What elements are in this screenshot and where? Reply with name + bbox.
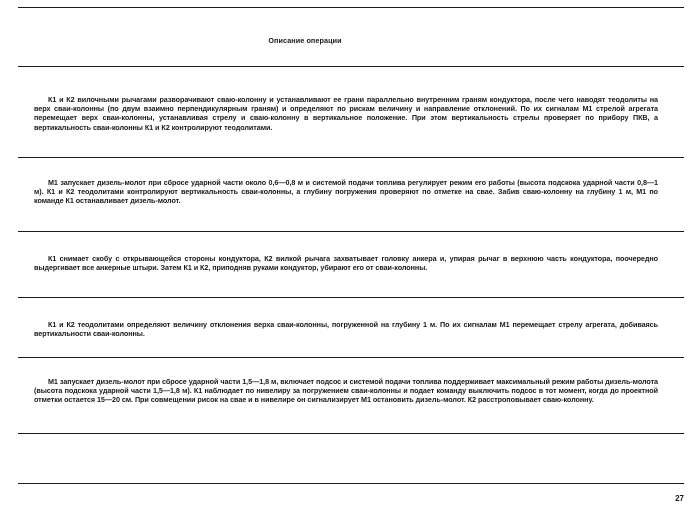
divider-2 — [18, 231, 684, 232]
divider-1 — [18, 157, 684, 158]
operation-paragraph-2: М1 запускает дизель-молот при сбросе ударной части около 0,6—0,8 м и системой подачи топлива регулирует режим его работы (высота подскока ударной части 0,8—1 м). К1 и К2 теодолитами контролируют вертикальность сваи-колонны, а глубину погружения проверяют по отметке на свае. Забив сваю-колонну на глубину 1 м, М1 по команде К1 останавливает дизель-молот. — [34, 178, 658, 206]
page-number: 27 — [675, 494, 684, 503]
operation-paragraph-4: К1 и К2 теодолитами определяют величину отклонения верха сваи-колонны, погруженной на глубину 1 м. По их сигналам М1 перемещает стрелу агрегата, добиваясь вертикальности сваи-колонны. — [34, 320, 658, 339]
operation-paragraph-5: М1 запускает дизель-молот при сбросе ударной части 1,5—1,8 м, включает подсос и системой подачи топлива поддерживает максимальный режим работы дизель-молота (высота подскока ударной части 1,5—1,8 м). К1 наблюдает по нивелиру за погружением сваи-колонны и подает команду выключить подсос в тот момент, когда до проектной отметки остается 15—20 см. При совмещении рисок на свае и в нивелире он сигнализирует М1 остановить дизель-молот. К2 расстроповывает сваю-колонну. — [34, 377, 658, 405]
bottom-rule — [18, 483, 684, 484]
top-rule — [18, 7, 684, 8]
section-heading: Описание операции — [268, 36, 342, 45]
divider-3 — [18, 297, 684, 298]
operation-paragraph-1: К1 и К2 вилочными рычагами разворачивают сваю-колонну и устанавливают ее грани параллельно внутренним граням кондуктора, после чего наводят теодолиты на верх сваи-колонны (по двум взаимно перпендикулярным граням) и определяют по рискам величину и направление отклонений. По их сигналам М1 стрелой агрегата перемещает верх сваи-колонны, устанавливая стрелу и сваю-колонну в вертикальное положение. При этом вертикальность стрелы проверяет по прибору ПКВ, а вертикальность сваи-колонны К1 и К2 контролируют теодолитами. — [34, 95, 658, 132]
heading-divider — [18, 66, 684, 67]
operation-paragraph-3: К1 снимает скобу с открывающейся стороны кондуктора, К2 вилкой рычага захватывает головку анкера и, упирая рычаг в верхнюю часть кондуктора, поочередно выдергивает все анкерные штыри. Затем К1 и К2, приподняв руками кондуктор, убирают его от сваи-колонны. — [34, 254, 658, 273]
divider-4 — [18, 357, 684, 358]
divider-5 — [18, 433, 684, 434]
